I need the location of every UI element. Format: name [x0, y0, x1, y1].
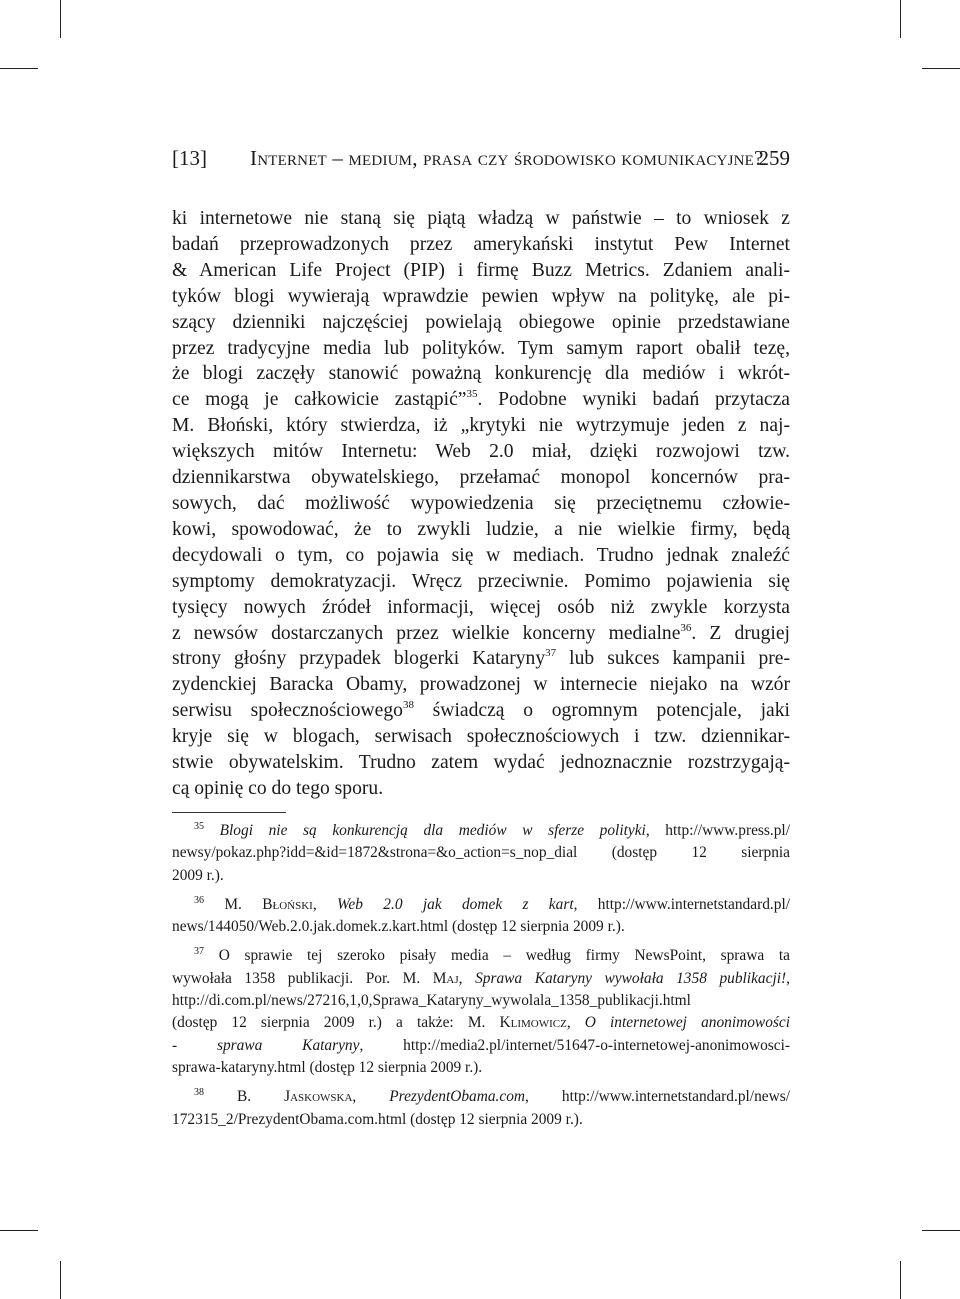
- footnote-ref: 35: [466, 388, 478, 401]
- footnote-35: [172, 820, 790, 887]
- footnote-line: $^{36}$ M. Błoński, Web 2.0 jak domek z kart, http://www.internetstandard.pl/: [194, 894, 790, 913]
- footnote-author: Jaskowska: [284, 1088, 353, 1106]
- text-segment: wywołała 1358 publikacji. Por. M.: [172, 969, 433, 987]
- text-line: cą opinię co do tego sporu.: [172, 777, 384, 799]
- crop-mark: [922, 68, 960, 69]
- text-segment: . Z drugiej: [691, 622, 790, 644]
- crop-mark: [60, 0, 61, 38]
- crop-mark: [900, 1261, 901, 1299]
- chapter-number: [13]: [172, 146, 207, 170]
- text-segment: B.: [236, 1088, 285, 1106]
- footnote-36: [172, 894, 790, 939]
- running-header: [172, 146, 790, 176]
- text-line: ki internetowe nie staną się piątą władzą w państwie – to wniosek z: [172, 208, 790, 229]
- footnote-line: 172315_2/PrezydentObama.com.html (dostęp 12 sierpnia 2009 r.).: [172, 1110, 583, 1128]
- text-line: [172, 621, 790, 647]
- footnote-line: [172, 1035, 790, 1057]
- text-line: tyków blogi wywierają wprawdzie pewien wpływ na politykę, ale pi-: [172, 285, 790, 307]
- text-line: większych mitów Internetu: Web 2.0 miał, dzięki rozwojowi tzw.: [172, 441, 790, 463]
- text-segment: ,: [786, 969, 790, 987]
- footnote-separator: [172, 812, 286, 813]
- text-line: decydowali o tym, co pojawia się w mediach. Trudno jednak znaleźć: [172, 544, 790, 566]
- footnote-title: Sprawa Kataryny wywołała 1358 publikacji!: [475, 969, 787, 987]
- footnote-line: http://di.com.pl/news/27216,1,0,Sprawa_Kataryny_wywolala_1358_publikacji.html: [172, 992, 691, 1010]
- footnote-title: PrezydentObama.com: [389, 1088, 526, 1106]
- crop-mark: [900, 0, 901, 38]
- footnote-author: Maj: [432, 969, 459, 987]
- footnote-ref: 36: [680, 621, 692, 634]
- text-segment: strony głośny przypadek blogerki Kataryny: [172, 648, 546, 670]
- text-segment: M.: [224, 895, 263, 913]
- footnotes: [172, 820, 790, 1138]
- text-segment: (dostęp 12 sierpnia 2009 r.) a także: M.: [172, 1014, 500, 1032]
- footnote-line: news/144050/Web.2.0.jak.domek.z.kart.html (dostęp 12 sierpnia 2009 r.).: [172, 918, 625, 936]
- crop-mark: [0, 68, 38, 69]
- text-segment: , http://www.internetstandard.pl/news/: [525, 1088, 790, 1106]
- text-line: badań przeprowadzonych przez amerykański instytut Pew Internet: [172, 233, 790, 255]
- footnote-author: Klimowicz: [499, 1014, 567, 1032]
- text-line: [172, 698, 790, 724]
- footnote-line: 2009 r.).: [172, 866, 224, 884]
- text-line: [172, 387, 790, 413]
- crop-mark: [0, 1230, 38, 1231]
- footnote-line: [172, 820, 790, 842]
- body-paragraph: [172, 206, 790, 802]
- text-segment: , http://media2.pl/internet/51647-o-internetowej-anonimowosci-: [359, 1036, 790, 1054]
- text-line: kryje się w blogach, serwisach społecznościowych i tzw. dziennikar-: [172, 726, 790, 748]
- running-title: Internet – medium, prasa czy środowisko komunikacyjne?: [250, 146, 764, 170]
- footnote-line: newsy/pokaz.php?idd=&id=1872&strona=&o_action=s_nop_dial (dostęp 12 sierpnia: [172, 844, 790, 862]
- text-segment: lub sukces kampanii pre-: [556, 648, 790, 670]
- text-line: M. Błoński, który stwierdza, iż „krytyki nie wytrzymuje jeden z naj-: [172, 415, 790, 437]
- text-segment: z newsów dostarczanych przez wielkie koncerny medialne: [172, 622, 681, 644]
- footnote-number: 37: [194, 946, 204, 958]
- footnote-ref: 37: [545, 647, 557, 660]
- text-line: tysięcy nowych źródeł informacji, więcej osób niż zwykle korzysta: [172, 596, 790, 618]
- footnote-title: Blogi nie są konkurencją dla mediów w sferze polityki: [219, 822, 646, 839]
- footnote-line: $^{38}$ B. Jaskowska, PrezydentObama.com, http://www.internetstandard.pl/news/: [194, 1087, 790, 1106]
- text-line: zydenckiej Baracka Obamy, prowadzonej w internecie niejako na wzór: [172, 674, 790, 696]
- text-segment: O sprawie tej szeroko pisały media – według firmy NewsPoint, sprawa ta: [218, 947, 790, 965]
- text-segment: . Podobne wyniki badań przytacza: [477, 389, 790, 411]
- footnote-ref: 38: [402, 699, 414, 712]
- footnote-number: 35: [194, 821, 204, 832]
- footnote-38: [172, 1086, 790, 1131]
- footnote-number: 36: [194, 894, 204, 906]
- text-segment: , http://www.internetstandard.pl/: [573, 895, 790, 913]
- footnote-title: O internetowej anonimowości: [584, 1014, 790, 1032]
- text-segment: ce mogą je całkowicie zastąpić”: [172, 389, 467, 411]
- text-line: stwie obywatelskim. Trudno zatem wydać jednoznacznie rozstrzygają-: [172, 752, 790, 774]
- footnote-line: [172, 968, 790, 990]
- text-segment: serwisu społecznościowego: [172, 700, 403, 722]
- text-line: szący dzienniki najczęściej powielają obiegowe opinie przedstawiane: [172, 311, 790, 333]
- text-line: [172, 646, 790, 672]
- footnote-title: Web 2.0 jak domek z kart: [337, 895, 574, 913]
- footnote-title: - sprawa Kataryny: [172, 1036, 360, 1054]
- text-line: kowi, spowodować, że to zwykli ludzie, a nie wielkie firmy, będą: [172, 518, 790, 540]
- text-segment: świadczą o ogromnym potencjale, jaki: [413, 700, 790, 722]
- text-line: & American Life Project (PIP) i firmę Buzz Metrics. Zdaniem anali-: [172, 259, 790, 281]
- crop-mark: [60, 1261, 61, 1299]
- text-line: dziennikarstwa obywatelskiego, przełamać monopol koncernów pra-: [172, 467, 790, 489]
- crop-mark: [922, 1230, 960, 1231]
- footnote-line: sprawa-kataryny.html (dostęp 12 sierpnia 2009 r.).: [172, 1058, 483, 1076]
- footnote-line: [172, 945, 790, 967]
- footnote-line: [172, 1012, 790, 1034]
- footnote-author: Błoński: [262, 895, 313, 913]
- text-segment: ,: [566, 1014, 585, 1032]
- page-number: 259: [758, 146, 790, 170]
- footnote-number: 38: [194, 1087, 204, 1099]
- text-line: symptomy demokratyzacji. Wręcz przeciwnie. Pomimo pojawienia się: [172, 570, 790, 592]
- text-line: że blogi zaczęły stanowić poważną konkurencję dla mediów i wkrót-: [172, 363, 790, 385]
- text-line: przez tradycyjne media lub polityków. Tym samym raport obalił tezę,: [172, 337, 790, 359]
- text-segment: ,: [458, 969, 476, 987]
- footnote-37: [172, 945, 790, 1079]
- text-line: sowych, dać możliwość wypowiedzenia się przeciętnemu człowie-: [172, 492, 790, 514]
- text-segment: , http://www.press.pl/: [645, 822, 790, 839]
